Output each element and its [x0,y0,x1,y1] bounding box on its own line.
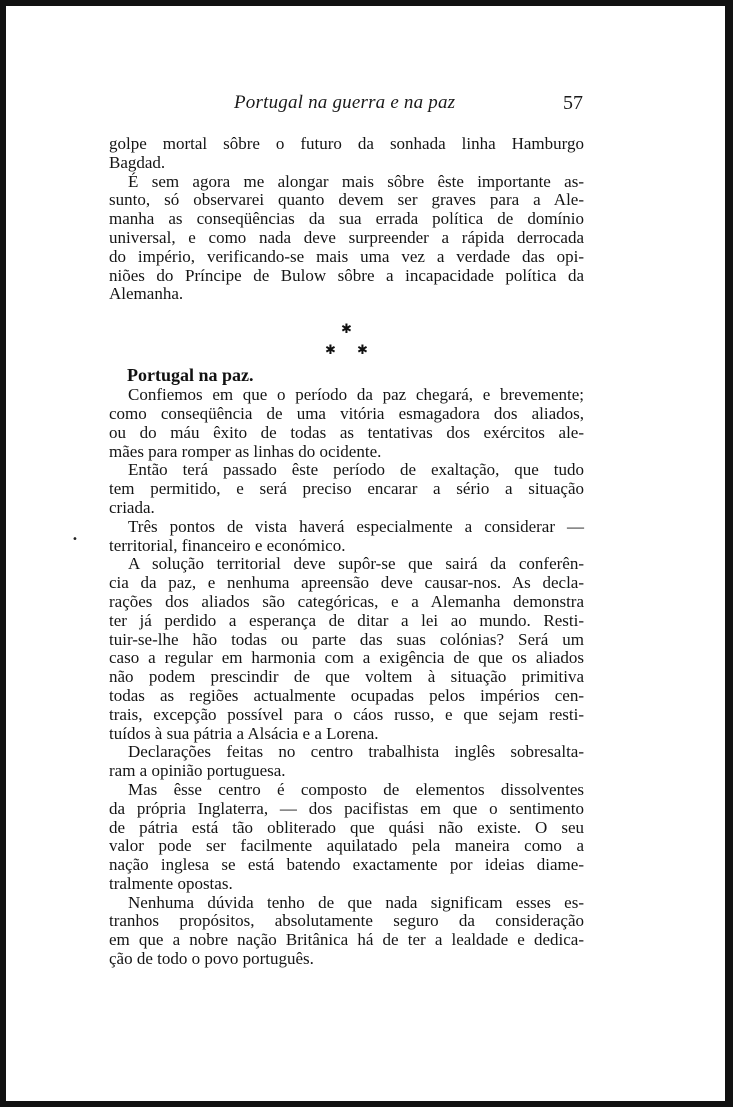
text-line: valor pode ser facilmente aquilatado pela maneira como a [109,836,584,856]
text-line: mães para romper as linhas do ocidente. [109,441,382,461]
text-line: tem permitido, e será preciso encarar a sério a situação [109,479,584,499]
ornament-star: ✱ [325,343,336,359]
text-line: sunto, só observarei quanto devem ser graves para a Ale- [109,190,584,210]
body-text [109,135,584,969]
text-line: rações dos aliados são categóricas, e a Alemanha demonstra [109,591,584,611]
text-line: tuídos à sua pátria a Alsácia e a Lorena. [109,723,379,743]
text-line: Então terá passado êste período de exaltação, que tudo [128,460,584,480]
running-title: Portugal na guerra e na paz [234,92,456,113]
text-line: manha as conseqüências da sua errada política de domínio [109,209,584,229]
text-line: Mas êsse centro é composto de elementos dissolventes [128,779,584,799]
text-line: Nenhuma dúvida tenho de que nada significam esses es- [128,892,584,912]
text-line: tranhos propósitos, absolutamente seguro da consideração [109,911,584,931]
text-line: ram a opinião portuguesa. [109,761,286,781]
text-line: Três pontos de vista haverá especialmente a considerar — [128,516,584,536]
text-line: Bagdad. [109,152,166,172]
text-line: ou do máu êxito de todas as tentativas dos exércitos ale- [109,422,584,442]
text-line: territorial, financeiro e económico. [109,535,346,555]
paragraph [109,518,584,556]
text-line: cia da paz, e nenhuma apreensão deve causar-nos. As decla- [109,573,584,593]
asterism-ornament [109,304,584,364]
text-line: tralmente opostas. [109,873,233,893]
paragraph [109,781,584,894]
section-heading: Portugal na paz. [127,365,254,386]
page-number: 57 [563,92,583,114]
paragraph [109,894,584,969]
paragraph [109,555,584,743]
text-line: não podem prescindir de que voltem à situação primitiva [109,667,584,687]
text-line: Alemanha. [109,284,184,304]
text-line: A solução territorial deve supôr-se que sairá da conferên- [128,554,584,574]
text-line: golpe mortal sôbre o futuro da sonhada linha Hamburgo [109,134,584,153]
text-line: Declarações feitas no centro trabalhista inglês sobresalta- [128,742,584,762]
ornament-star: ✱ [341,322,352,338]
paragraph [109,386,584,461]
text-line: niões do Príncipe de Bulow sôbre a incapacidade política da [109,265,584,285]
text-line: criada. [109,497,155,517]
text-line: É sem agora me alongar mais sôbre êste importante as- [128,171,584,191]
margin-mark: • [72,534,78,545]
text-line: da própria Inglaterra, — dos pacifistas em que o sentimento [109,798,584,818]
section-heading-line [109,366,584,386]
text-line: do império, verificando-se mais uma vez a verdade das opi- [109,246,584,266]
text-line: caso a regular em harmonia com a exigência de que os aliados [109,648,584,668]
text-line: de pátria está tão obliterado que quási não existe. O seu [109,817,584,837]
text-line: nação inglesa se está batendo exactamente por ideias diame- [109,855,584,875]
text-line: universal, e como nada deve surpreender a rápida derrocada [109,227,584,247]
paragraph [109,135,584,173]
text-line: ção de todo o povo português. [109,949,314,969]
text-line: Confiemos em que o período da paz chegará, e brevemente; [128,385,584,405]
paragraph [109,461,584,517]
text-line: como conseqüência de uma vitória esmagadora dos aliados, [109,403,584,423]
text-line: ter já perdido a esperança de ditar a lei ao mundo. Resti- [109,610,584,630]
text-line: trais, excepção possível para o cáos russo, e que sejam resti- [109,704,584,724]
text-line: em que a nobre nação Britânica há de ter a lealdade e dedica- [109,930,584,950]
text-line: todas as regiões actualmente ocupadas pelos impérios cen- [109,685,584,705]
text-line: tuir-se-lhe hão todas ou parte das suas colónias? Será um [109,629,584,649]
ornament-star: ✱ [357,343,368,359]
paragraph [109,743,584,781]
paragraph [109,173,584,305]
